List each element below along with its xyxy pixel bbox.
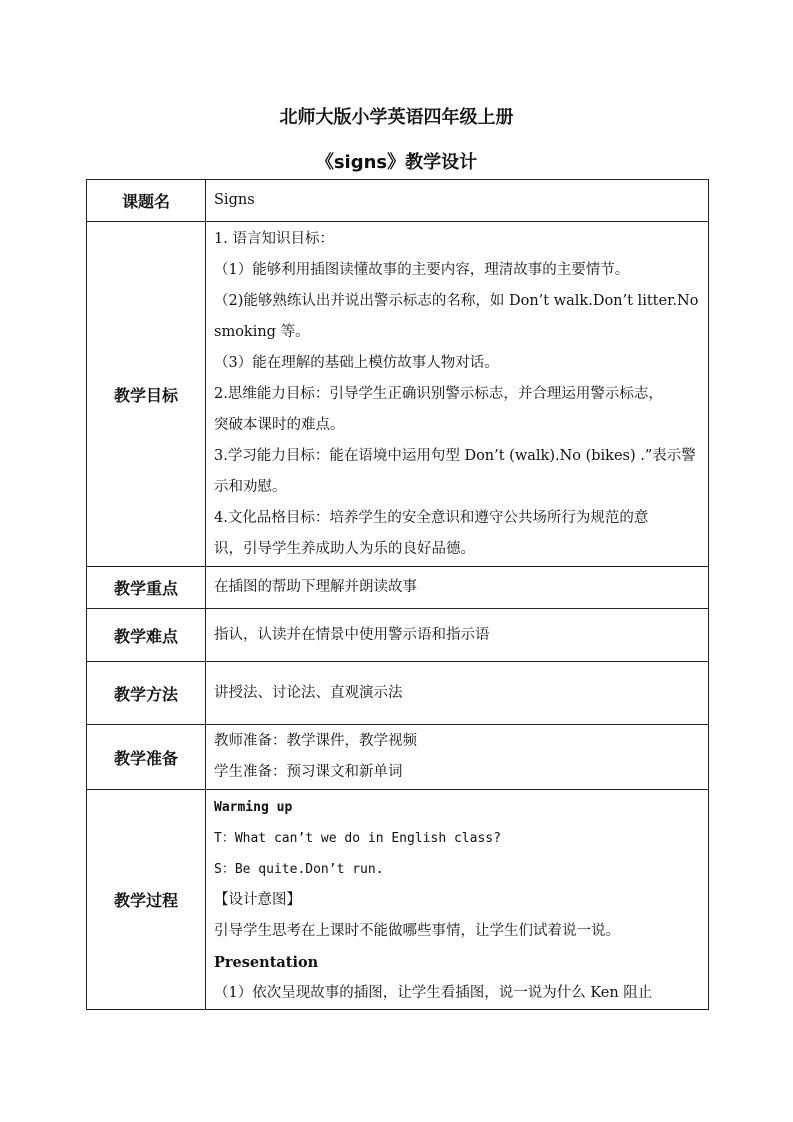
objective-line: smoking 等。	[214, 323, 310, 340]
objective-line: 2.思维能力目标：引导学生正确识别警示标志，并合理运用警示标志，	[214, 385, 663, 402]
preparation-content	[206, 725, 709, 790]
methods-label: 教学方法	[87, 662, 206, 725]
topic-label: 课题名	[87, 180, 206, 222]
key-points-value: 在插图的帮助下理解并朗读故事	[206, 567, 709, 609]
objective-line: （3）能在理解的基础上模仿故事人物对话。	[214, 354, 499, 371]
design-intent-text: 引导学生思考在上课时不能做哪些事情，让学生们试着说一说。	[214, 923, 620, 939]
methods-value: 讲授法、讨论法、直观演示法	[206, 662, 709, 725]
objective-line: （1）能够利用插图读懂故事的主要内容，理清故事的主要情节。	[214, 261, 630, 278]
document-title: 北师大版小学英语四年级上册	[279, 107, 514, 128]
objective-line: 4.文化品格目标：培养学生的安全意识和遵守公共场所行为规范的意	[214, 509, 649, 526]
table-row	[87, 567, 709, 609]
preparation-label: 教学准备	[87, 725, 206, 790]
objective-line: （2)能够熟练认出并说出警示标志的名称，如 Don’t walk.Don’t litter.No	[214, 292, 699, 309]
preparation-line: 教师准备：教学课件，教学视频	[214, 733, 417, 749]
objective-line: 突破本课时的难点。	[214, 416, 345, 433]
lesson-plan-table	[86, 179, 709, 1010]
process-label: 教学过程	[87, 790, 206, 1010]
objective-line: 示和劝慰。	[214, 478, 287, 495]
objective-line: 1. 语言知识目标：	[214, 230, 334, 247]
table-row	[87, 222, 709, 567]
presentation-line: （1）依次呈现故事的插图，让学生看插图，说一说为什么 Ken 阻止	[214, 985, 653, 1001]
table-row	[87, 609, 709, 662]
table-row	[87, 725, 709, 790]
objectives-label: 教学目标	[87, 222, 206, 567]
topic-value: Signs	[206, 180, 709, 222]
presentation-heading: Presentation	[214, 954, 319, 971]
teacher-line: T：What can’t we do in English class?	[214, 831, 501, 846]
document-subtitle: 《signs》教学设计	[315, 152, 478, 173]
table-row	[87, 662, 709, 725]
objective-line: 3.学习能力目标：能在语境中运用句型 Don’t (walk).No (bikes) .”表示警	[214, 447, 696, 464]
design-intent-heading: 【设计意图】	[214, 892, 301, 908]
objective-line: 识，引导学生养成助人为乐的良好品德。	[214, 540, 475, 557]
table-row	[87, 790, 709, 1010]
difficulties-value: 指认，认读并在情景中使用警示语和指示语	[206, 609, 709, 662]
difficulties-label: 教学难点	[87, 609, 206, 662]
preparation-line: 学生准备：预习课文和新单词	[214, 764, 403, 780]
process-content	[206, 790, 709, 1010]
table-row	[87, 180, 709, 222]
student-line: S：Be quite.Don’t run.	[214, 862, 384, 877]
key-points-label: 教学重点	[87, 567, 206, 609]
warming-up-heading: Warming up	[214, 800, 293, 815]
objectives-content	[206, 222, 709, 567]
